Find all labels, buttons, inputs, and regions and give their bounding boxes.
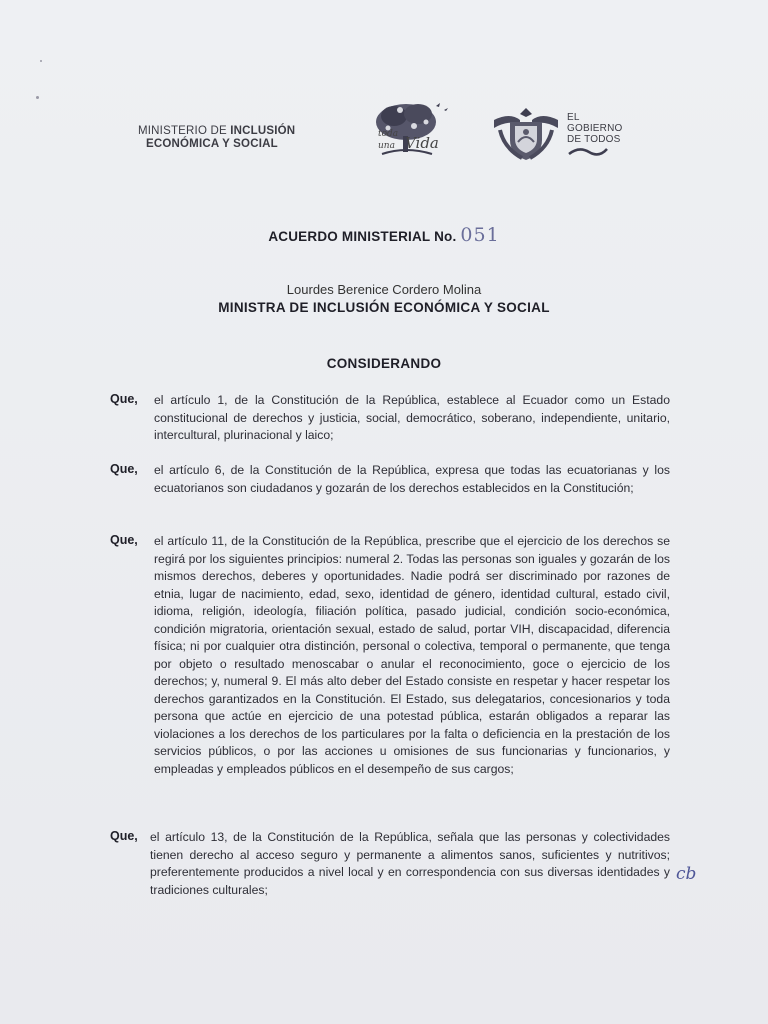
agreement-title [0, 224, 768, 246]
tree-logo-word-toda: toda [378, 129, 399, 139]
minister-title: MINISTRA DE INCLUSIÓN ECONÓMICA Y SOCIAL [218, 300, 550, 315]
tree-logo-text [378, 130, 439, 151]
clause-text: el artículo 1, de la Constitución de la República, establece al Ecuador como un Estado constitucional de derechos y justicia, social, democrático, soberano, independiente, unitario, intercultural, plurinacional y laico; [154, 393, 670, 442]
agreement-title-text: ACUERDO MINISTERIAL No. [268, 229, 457, 244]
scan-speck [40, 60, 42, 62]
section-heading: CONSIDERANDO [326, 356, 442, 371]
clause-label: Que, [110, 462, 138, 476]
clause-label: Que, [110, 392, 138, 406]
clause-text: el artículo 6, de la Constitución de la República, expresa que todas las ecuatorianas y los ecuatorianos son ciudadanos y gozarán de los derechos establecidos en la Constitución; [154, 463, 670, 495]
minister-name: Lourdes Berenice Cordero Molina [286, 282, 482, 297]
clause-text: el artículo 11, de la Constitución de la República, prescribe que el ejercicio de los derechos se regirá por los siguientes principios: numeral 2. Todas las personas son iguales y gozarán de los mismos derechos, deberes y oportunidades. Nadie podrá ser discriminado por razones de etnia, lugar de nacimiento, edad, sexo, identidad de género, identidad cultural, estado civil, idioma, religión, ideología, filiación política, pasado judicial, condición socio-económica, condición migratoria, orientación sexual, estado de salud, portar VIH, discapacidad, diferencia física; ni por cualquier otra distinción, personal o colectiva, temporal o permanente, que tenga por objeto o resultado menoscabar o anular el reconocimiento, goce o ejercicio de los derechos; y, numeral 9. El más alto deber del Estado consiste en respetar y hacer respetar los derechos garantizados en la Constitución. El Estado, sus delegatarios, concesionarios y toda persona que actúe en ejercicio de una potestad pública, estarán obligados a reparar las violaciones a los derechos de los particulares por la falta o deficiencia en la prestación de los servicios públicos, o por las acciones u omisiones de sus funcionarias y funcionarios, y empleadas y empleados públicos en el desempeño de sus cargos; [154, 534, 670, 776]
wave-icon [567, 147, 609, 157]
margin-initials: cb [676, 864, 697, 884]
gobierno-line3: DE TODOS [567, 134, 621, 145]
ministry-logo-text [138, 125, 295, 151]
tree-logo-word-una: una [378, 141, 395, 151]
coat-of-arms-icon [490, 106, 562, 164]
scan-speck [36, 96, 39, 99]
handwritten-agreement-number: 051 [460, 224, 500, 246]
gobierno-line2: GOBIERNO [567, 123, 623, 134]
gobierno-line1: EL [567, 112, 580, 123]
ministry-line2: ECONÓMICA Y SOCIAL [146, 138, 278, 150]
ministry-line1-prefix: MINISTERIO DE [138, 125, 227, 137]
clause-text: el artículo 13, de la Constitución de la República, señala que las personas y colectividades tienen derecho al acceso seguro y permanente a alimentos sanos, suficientes y nutritivos; preferentemente producidos a nivel local y en correspondencia con sus diversas identidades y tradiciones culturales; [150, 830, 670, 897]
clause-label: Que, [110, 829, 138, 843]
gobierno-logo-text [567, 112, 623, 157]
tree-logo-word-vida: Vida [404, 134, 439, 152]
clause-label: Que, [110, 533, 138, 547]
letterhead [130, 100, 650, 168]
ministry-line1-bold: INCLUSIÓN [230, 125, 296, 137]
